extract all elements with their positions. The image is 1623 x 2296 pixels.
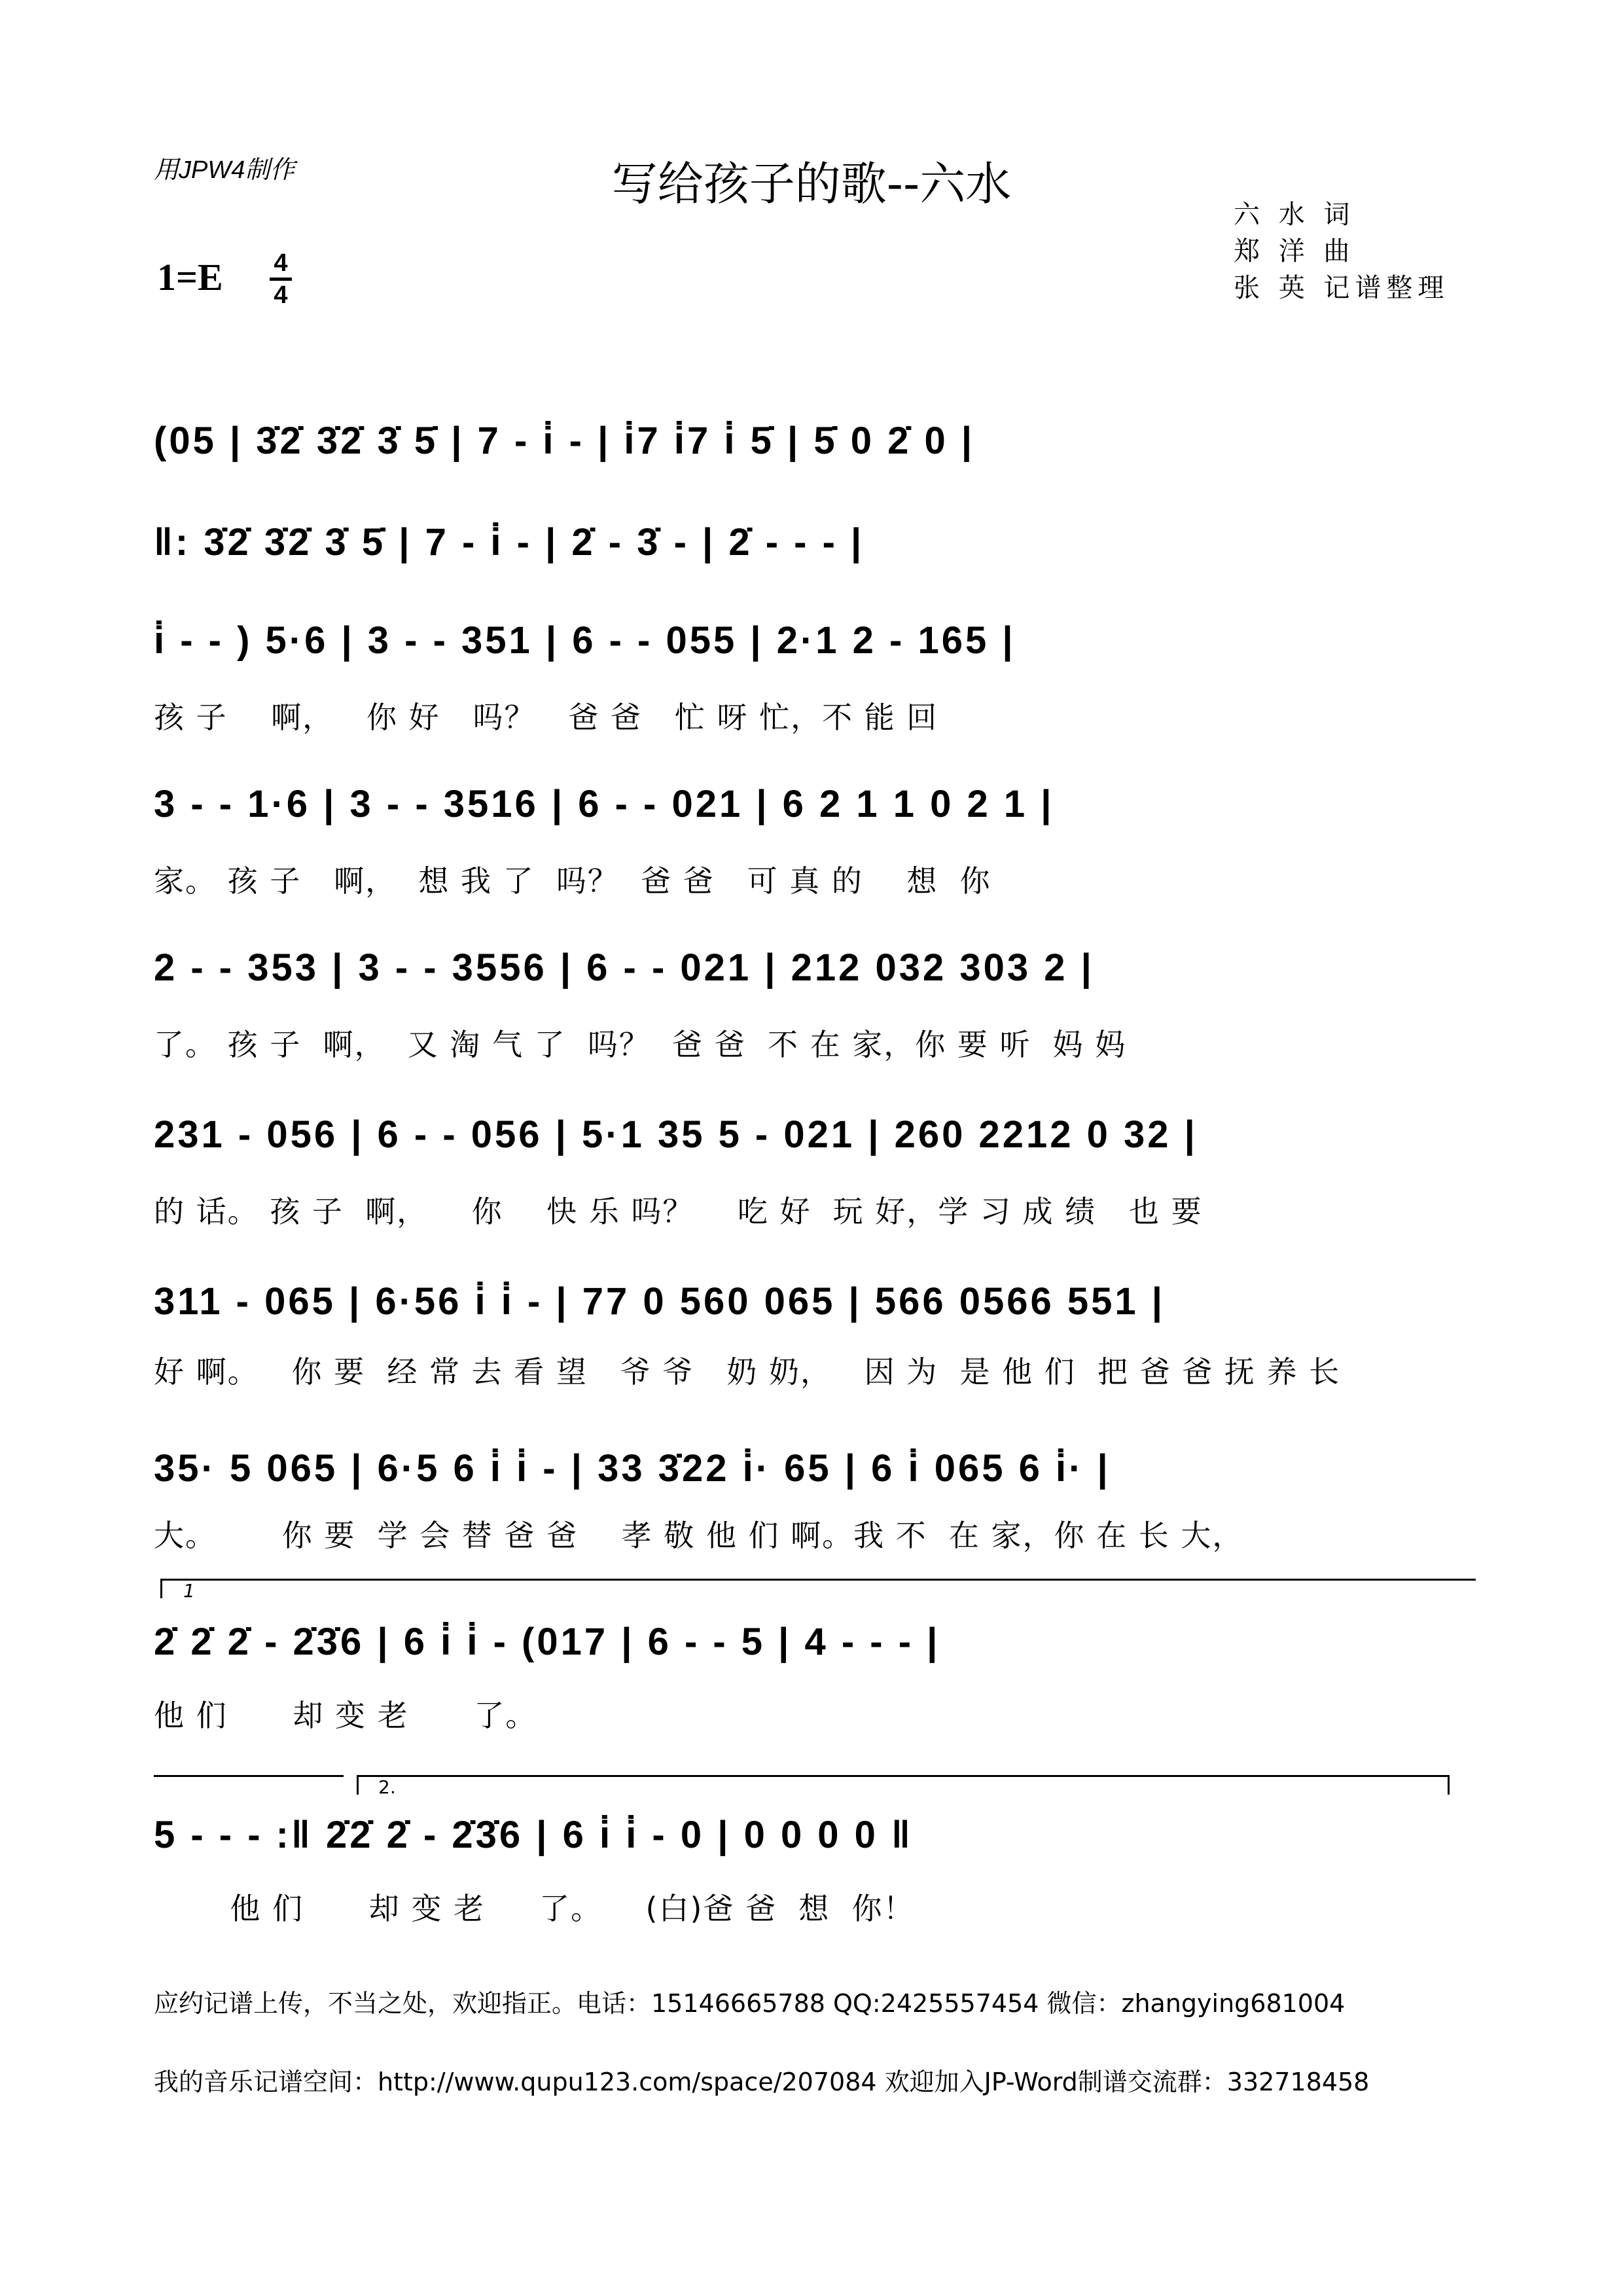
score-line-8 xyxy=(154,1446,1479,1518)
score-line-6 xyxy=(154,1113,1479,1185)
time-signature xyxy=(270,250,292,308)
notes: 311 - 065 | 6·56 i̇ i̇ - | 77 0 560 065 | 566 0566 551 | xyxy=(154,1280,1166,1323)
time-signature-divider xyxy=(270,278,292,281)
notes: 35· 5 065 | 6·5 6 i̇ i̇ - | 33 3̇22 i̇· 65 | 6 i̇ 065 6 i̇· | xyxy=(154,1447,1111,1490)
notes: 231 - 056 | 6 - - 056 | 5·1 35 5 - 021 | 260 2212 0 32 | xyxy=(154,1113,1198,1156)
credit-composer: 郑 洋 曲 xyxy=(1234,236,1355,266)
ending-2-end-tick xyxy=(1448,1775,1450,1795)
ending-2-number: 2. xyxy=(378,1776,396,1798)
page-title: 写给孩子的歌--六水 xyxy=(611,157,1012,211)
lyric-line-4: 家。 孩 子 啊， 想 我 了 吗？ 爸 爸 可 真 的 想 你 xyxy=(154,863,991,899)
ending-1-tick xyxy=(160,1579,162,1598)
score-line-5 xyxy=(154,946,1479,1018)
score-line-2 xyxy=(154,520,1479,592)
time-signature-bottom: 4 xyxy=(274,281,288,309)
credit-transcriber: 张 英 记谱整理 xyxy=(1234,273,1450,303)
time-signature-top: 4 xyxy=(274,249,288,277)
credit-lyricist: 六 水 词 xyxy=(1234,200,1355,230)
lyric-line-6: 的 话。 孩 子 啊， 你 快 乐 吗？ 吃 好 玩 好，学 习 成 绩 也 要 xyxy=(154,1194,1203,1229)
lyric-line-3: 孩 子 啊， 你 好 吗？ 爸 爸 忙 呀 忙，不 能 回 xyxy=(154,700,938,735)
ending-1-number: 1 xyxy=(183,1580,195,1602)
footer-space-link: 我的音乐记谱空间：http://www.qupu123.com/space/207084 欢迎加入JP-Word制谱交流群：332718458 xyxy=(154,2068,1370,2096)
score-line-4 xyxy=(154,782,1479,854)
score-line-9 xyxy=(154,1620,1479,1692)
lyric-line-5: 了。 孩 子 啊， 又 淘 气 了 吗？ 爸 爸 不 在 家，你 要 听 妈 妈 xyxy=(154,1027,1127,1062)
lyric-line-8: 大。 你 要 学 会 替 爸 爸 孝 敬 他 们 啊。我 不 在 家，你 在 长 大， xyxy=(154,1518,1244,1553)
software-note: 用JPW4制作 xyxy=(154,156,295,184)
ending-2-bracket xyxy=(357,1775,1450,1777)
lyric-line-7: 好 啊。 你 要 经 常 去 看 望 爷 爷 奶 奶， 因 为 是 他 们 把 爸 爸 抚 养 长 xyxy=(154,1354,1341,1390)
score-line-7 xyxy=(154,1280,1479,1352)
lyric-line-9: 他 们 却 变 老 了。 xyxy=(154,1698,537,1733)
notes: (05 | 3̇2̇ 3̇2̇ 3̇ 5̇ | 7 - i̇ - | i̇7 i̇7 i̇ 5̇ | 5̇ 0 2̇ 0 | xyxy=(154,420,975,462)
ending-2-tick xyxy=(357,1775,359,1795)
ending-1-tail xyxy=(154,1775,344,1777)
notes: 2 - - 353 | 3 - - 3556 | 6 - - 021 | 212 032 303 2 | xyxy=(154,946,1094,989)
notes: i̇ - - ) 5·6 | 3 - - 351 | 6 - - 055 | 2·1 2 - 165 | xyxy=(154,619,1016,662)
notes: 2̇ 2̇ 2̇ - 2̇3̇6 | 6 i̇ i̇ - (017 | 6 - - 5 | 4 - - - | xyxy=(154,1621,940,1663)
key-signature: 1=E xyxy=(157,256,223,298)
score-line-3 xyxy=(154,619,1479,691)
score-line-1 xyxy=(154,419,1479,491)
notes: 5 - - - :‖ 2̇2̇ 2̇ - 2̇3̇6 | 6 i̇ i̇ - 0 | 0 0 0 0 ‖ xyxy=(154,1814,913,1856)
notes: 3 - - 1·6 | 3 - - 3516 | 6 - - 021 | 6 2 1 1 0 2 1 | xyxy=(154,783,1054,825)
lyric-line-10: 他 们 却 变 老 了。 (白)爸 爸 想 你！ xyxy=(154,1891,915,1926)
footer-contact: 应约记谱上传，不当之处，欢迎指正。电话：15146665788 QQ:2425557454 微信：zhangying681004 xyxy=(154,1989,1346,2018)
notes: ‖: 3̇2̇ 3̇2̇ 3̇ 5̇ | 7 - i̇ - | 2̇ - 3̇ - | 2̇ - - - | xyxy=(154,521,865,564)
ending-1-bracket xyxy=(160,1579,1476,1581)
credits xyxy=(1234,196,1449,306)
score-line-10 xyxy=(154,1813,1479,1885)
